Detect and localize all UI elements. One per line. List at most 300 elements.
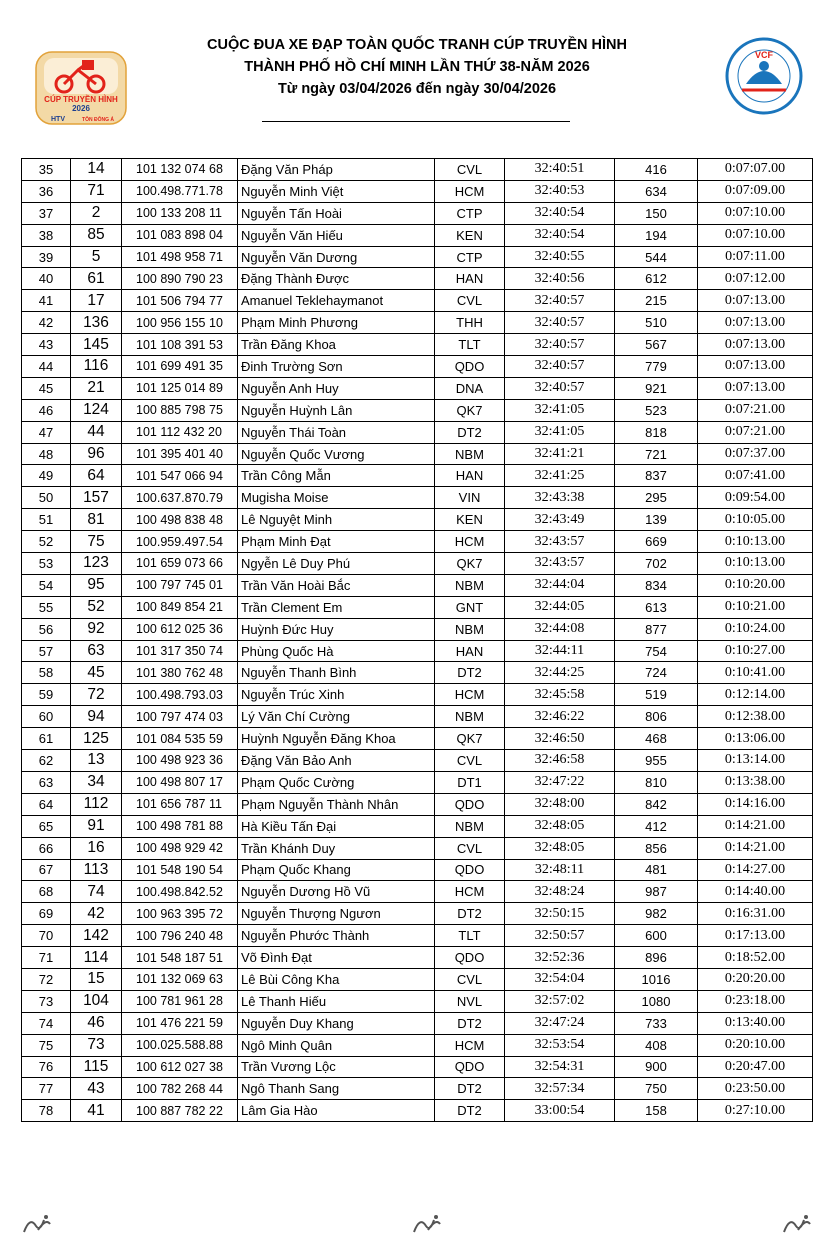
team-code-cell: HAN — [435, 465, 505, 487]
number-cell: 544 — [615, 246, 698, 268]
rank-cell: 51 — [22, 509, 71, 531]
uci-id-cell: 101 659 073 66 — [122, 553, 238, 575]
title-line-3: Từ ngày 03/04/2026 đến ngày 30/04/2026 — [277, 81, 557, 97]
team-code-cell: HCM — [435, 180, 505, 202]
gap-cell: 0:18:52.00 — [698, 947, 813, 969]
uci-id-cell: 100 796 240 48 — [122, 925, 238, 947]
time-cell: 32:41:05 — [505, 421, 615, 443]
rider-name-cell: Nguyễn Tấn Hoài — [238, 202, 435, 224]
gap-cell: 0:14:21.00 — [698, 837, 813, 859]
time-cell: 32:43:57 — [505, 531, 615, 553]
uci-id-cell: 100 498 838 48 — [122, 509, 238, 531]
number-cell: 837 — [615, 465, 698, 487]
table-row — [22, 1012, 813, 1034]
table-row — [22, 356, 813, 378]
table-row — [22, 815, 813, 837]
number-cell: 921 — [615, 377, 698, 399]
number-cell: 818 — [615, 421, 698, 443]
number-cell: 519 — [615, 684, 698, 706]
time-cell: 32:54:31 — [505, 1056, 615, 1078]
table-row — [22, 509, 813, 531]
time-cell: 32:48:11 — [505, 859, 615, 881]
rider-name-cell: Phạm Minh Đạt — [238, 531, 435, 553]
team-code-cell: NBM — [435, 443, 505, 465]
uci-id-cell: 101 498 958 71 — [122, 246, 238, 268]
bib-cell: 21 — [71, 377, 122, 399]
rank-cell: 41 — [22, 290, 71, 312]
gap-cell: 0:07:13.00 — [698, 356, 813, 378]
team-code-cell: HCM — [435, 684, 505, 706]
rider-name-cell: Nguyễn Phước Thành — [238, 925, 435, 947]
number-cell: 416 — [615, 159, 698, 181]
number-cell: 955 — [615, 750, 698, 772]
uci-id-cell: 101 108 391 53 — [122, 334, 238, 356]
bib-cell: 114 — [71, 947, 122, 969]
rider-name-cell: Nguyễn Văn Dương — [238, 246, 435, 268]
time-cell: 32:53:54 — [505, 1034, 615, 1056]
table-row — [22, 574, 813, 596]
uci-id-cell: 101 548 187 51 — [122, 947, 238, 969]
number-cell: 877 — [615, 618, 698, 640]
table-row — [22, 771, 813, 793]
table-row — [22, 728, 813, 750]
uci-id-cell: 100 890 790 23 — [122, 268, 238, 290]
rank-cell: 52 — [22, 531, 71, 553]
bib-cell: 123 — [71, 553, 122, 575]
uci-id-cell: 100 133 208 11 — [122, 202, 238, 224]
rank-cell: 68 — [22, 881, 71, 903]
time-cell: 32:40:57 — [505, 356, 615, 378]
number-cell: 295 — [615, 487, 698, 509]
number-cell: 842 — [615, 793, 698, 815]
number-cell: 567 — [615, 334, 698, 356]
rider-name-cell: Lý Văn Chí Cường — [238, 706, 435, 728]
uci-id-cell: 101 132 069 63 — [122, 968, 238, 990]
rank-cell: 46 — [22, 399, 71, 421]
table-row — [22, 180, 813, 202]
gap-cell: 0:12:38.00 — [698, 706, 813, 728]
team-code-cell: HAN — [435, 640, 505, 662]
number-cell: 1080 — [615, 990, 698, 1012]
rider-name-cell: Đinh Trường Sơn — [238, 356, 435, 378]
gap-cell: 0:10:24.00 — [698, 618, 813, 640]
number-cell: 481 — [615, 859, 698, 881]
uci-id-cell: 100 781 961 28 — [122, 990, 238, 1012]
time-cell: 32:40:51 — [505, 159, 615, 181]
bib-cell: 15 — [71, 968, 122, 990]
table-row — [22, 903, 813, 925]
table-row — [22, 246, 813, 268]
time-cell: 32:40:56 — [505, 268, 615, 290]
gap-cell: 0:14:21.00 — [698, 815, 813, 837]
title-line-1: CUỘC ĐUA XE ĐẠP TOÀN QUỐC TRANH CÚP TRUYỀN HÌNH — [207, 37, 627, 53]
rank-cell: 59 — [22, 684, 71, 706]
race-title — [150, 34, 684, 100]
rider-name-cell: Hà Kiều Tấn Đại — [238, 815, 435, 837]
rider-name-cell: Phạm Minh Phương — [238, 312, 435, 334]
time-cell: 32:46:58 — [505, 750, 615, 772]
rank-cell: 56 — [22, 618, 71, 640]
gap-cell: 0:23:50.00 — [698, 1078, 813, 1100]
time-cell: 32:45:58 — [505, 684, 615, 706]
gap-cell: 0:14:16.00 — [698, 793, 813, 815]
bib-cell: 42 — [71, 903, 122, 925]
uci-id-cell: 101 547 066 94 — [122, 465, 238, 487]
rider-name-cell: Trần Đăng Khoa — [238, 334, 435, 356]
table-row — [22, 1056, 813, 1078]
bib-cell: 72 — [71, 684, 122, 706]
table-row — [22, 925, 813, 947]
uci-id-cell: 100 498 929 42 — [122, 837, 238, 859]
rank-cell: 42 — [22, 312, 71, 334]
number-cell: 987 — [615, 881, 698, 903]
gap-cell: 0:09:54.00 — [698, 487, 813, 509]
rider-name-cell: Trần Vương Lộc — [238, 1056, 435, 1078]
number-cell: 982 — [615, 903, 698, 925]
uci-id-cell: 100 963 395 72 — [122, 903, 238, 925]
rider-name-cell: Huỳnh Nguyễn Đăng Khoa — [238, 728, 435, 750]
rider-name-cell: Võ Đình Đạt — [238, 947, 435, 969]
team-code-cell: CTP — [435, 246, 505, 268]
table-row — [22, 224, 813, 246]
number-cell: 510 — [615, 312, 698, 334]
table-row — [22, 487, 813, 509]
bib-cell: 14 — [71, 159, 122, 181]
svg-text:CÚP TRUYỀN HÌNH: CÚP TRUYỀN HÌNH — [44, 95, 118, 104]
bib-cell: 74 — [71, 881, 122, 903]
bib-cell: 91 — [71, 815, 122, 837]
team-code-cell: CVL — [435, 159, 505, 181]
number-cell: 523 — [615, 399, 698, 421]
rank-cell: 71 — [22, 947, 71, 969]
rank-cell: 77 — [22, 1078, 71, 1100]
time-cell: 32:41:05 — [505, 399, 615, 421]
rider-name-cell: Đặng Văn Pháp — [238, 159, 435, 181]
rank-cell: 44 — [22, 356, 71, 378]
rank-cell: 64 — [22, 793, 71, 815]
cyclist-mark-icon — [780, 1212, 814, 1236]
uci-id-cell: 100 498 807 17 — [122, 771, 238, 793]
time-cell: 32:40:57 — [505, 334, 615, 356]
rank-cell: 38 — [22, 224, 71, 246]
gap-cell: 0:10:13.00 — [698, 531, 813, 553]
time-cell: 32:40:54 — [505, 202, 615, 224]
rider-name-cell: Nguyễn Thượng Ngươn — [238, 903, 435, 925]
rider-name-cell: Nguyễn Anh Huy — [238, 377, 435, 399]
table-row — [22, 793, 813, 815]
uci-id-cell: 101 548 190 54 — [122, 859, 238, 881]
uci-id-cell: 100.498.771.78 — [122, 180, 238, 202]
uci-id-cell: 100 887 782 22 — [122, 1100, 238, 1122]
team-code-cell: DT2 — [435, 662, 505, 684]
bib-cell: 116 — [71, 356, 122, 378]
number-cell: 834 — [615, 574, 698, 596]
rank-cell: 67 — [22, 859, 71, 881]
uci-id-cell: 100.959.497.54 — [122, 531, 238, 553]
gap-cell: 0:14:27.00 — [698, 859, 813, 881]
rider-name-cell: Nguyễn Thái Toàn — [238, 421, 435, 443]
team-code-cell: DT2 — [435, 421, 505, 443]
number-cell: 612 — [615, 268, 698, 290]
gap-cell: 0:07:21.00 — [698, 399, 813, 421]
uci-id-cell: 100 782 268 44 — [122, 1078, 238, 1100]
rider-name-cell: Lê Bùi Công Kha — [238, 968, 435, 990]
rank-cell: 72 — [22, 968, 71, 990]
number-cell: 669 — [615, 531, 698, 553]
rider-name-cell: Ngyễn Lê Duy Phú — [238, 553, 435, 575]
bib-cell: 92 — [71, 618, 122, 640]
table-row — [22, 640, 813, 662]
rider-name-cell: Trần Clement Em — [238, 596, 435, 618]
team-code-cell: CVL — [435, 290, 505, 312]
time-cell: 32:48:24 — [505, 881, 615, 903]
team-code-cell: DNA — [435, 377, 505, 399]
bib-cell: 124 — [71, 399, 122, 421]
rank-cell: 63 — [22, 771, 71, 793]
rank-cell: 57 — [22, 640, 71, 662]
table-row — [22, 202, 813, 224]
gap-cell: 0:07:11.00 — [698, 246, 813, 268]
bib-cell: 95 — [71, 574, 122, 596]
number-cell: 733 — [615, 1012, 698, 1034]
results-table — [21, 158, 813, 1122]
table-row — [22, 1034, 813, 1056]
rank-cell: 48 — [22, 443, 71, 465]
uci-id-cell: 101 506 794 77 — [122, 290, 238, 312]
svg-text:HTV: HTV — [51, 116, 65, 123]
rider-name-cell: Phạm Quốc Cường — [238, 771, 435, 793]
table-row — [22, 859, 813, 881]
number-cell: 702 — [615, 553, 698, 575]
title-line-2: THÀNH PHỐ HỒ CHÍ MINH LẦN THỨ 38-NĂM 2026 — [244, 59, 590, 75]
table-row — [22, 968, 813, 990]
team-code-cell: QDO — [435, 859, 505, 881]
number-cell: 750 — [615, 1078, 698, 1100]
number-cell: 810 — [615, 771, 698, 793]
team-code-cell: KEN — [435, 224, 505, 246]
rider-name-cell: Nguyễn Dương Hồ Vũ — [238, 881, 435, 903]
table-row — [22, 618, 813, 640]
bib-cell: 46 — [71, 1012, 122, 1034]
gap-cell: 0:27:10.00 — [698, 1100, 813, 1122]
team-code-cell: NVL — [435, 990, 505, 1012]
uci-id-cell: 100 797 745 01 — [122, 574, 238, 596]
page-header — [0, 0, 834, 140]
team-code-cell: QDO — [435, 356, 505, 378]
table-row — [22, 553, 813, 575]
rank-cell: 35 — [22, 159, 71, 181]
gap-cell: 0:07:12.00 — [698, 268, 813, 290]
time-cell: 32:57:02 — [505, 990, 615, 1012]
rider-name-cell: Nguyễn Trúc Xinh — [238, 684, 435, 706]
number-cell: 806 — [615, 706, 698, 728]
uci-id-cell: 101 125 014 89 — [122, 377, 238, 399]
rider-name-cell: Nguyễn Văn Hiếu — [238, 224, 435, 246]
gap-cell: 0:10:20.00 — [698, 574, 813, 596]
table-row — [22, 290, 813, 312]
number-cell: 613 — [615, 596, 698, 618]
bib-cell: 64 — [71, 465, 122, 487]
table-row — [22, 159, 813, 181]
bib-cell: 13 — [71, 750, 122, 772]
bib-cell: 115 — [71, 1056, 122, 1078]
gap-cell: 0:07:09.00 — [698, 180, 813, 202]
gap-cell: 0:20:20.00 — [698, 968, 813, 990]
uci-id-cell: 100.498.793.03 — [122, 684, 238, 706]
number-cell: 215 — [615, 290, 698, 312]
bib-cell: 136 — [71, 312, 122, 334]
time-cell: 32:43:38 — [505, 487, 615, 509]
uci-id-cell: 101 380 762 48 — [122, 662, 238, 684]
rider-name-cell: Amanuel Teklehaymanot — [238, 290, 435, 312]
bib-cell: 52 — [71, 596, 122, 618]
time-cell: 32:47:24 — [505, 1012, 615, 1034]
team-code-cell: QDO — [435, 793, 505, 815]
rider-name-cell: Lê Thanh Hiếu — [238, 990, 435, 1012]
rank-cell: 73 — [22, 990, 71, 1012]
time-cell: 32:46:22 — [505, 706, 615, 728]
time-cell: 32:40:55 — [505, 246, 615, 268]
gap-cell: 0:07:13.00 — [698, 312, 813, 334]
gap-cell: 0:07:10.00 — [698, 202, 813, 224]
time-cell: 32:44:05 — [505, 596, 615, 618]
uci-id-cell: 100 612 027 38 — [122, 1056, 238, 1078]
rider-name-cell: Đặng Thành Được — [238, 268, 435, 290]
number-cell: 1016 — [615, 968, 698, 990]
svg-text:VCF: VCF — [755, 50, 773, 60]
uci-id-cell: 100.025.588.88 — [122, 1034, 238, 1056]
bib-cell: 75 — [71, 531, 122, 553]
team-code-cell: DT2 — [435, 1012, 505, 1034]
table-row — [22, 662, 813, 684]
number-cell: 900 — [615, 1056, 698, 1078]
gap-cell: 0:14:40.00 — [698, 881, 813, 903]
time-cell: 32:40:57 — [505, 290, 615, 312]
uci-id-cell: 100 498 781 88 — [122, 815, 238, 837]
time-cell: 32:44:25 — [505, 662, 615, 684]
gap-cell: 0:10:05.00 — [698, 509, 813, 531]
gap-cell: 0:17:13.00 — [698, 925, 813, 947]
uci-id-cell: 100 797 474 03 — [122, 706, 238, 728]
team-code-cell: VIN — [435, 487, 505, 509]
uci-id-cell: 101 476 221 59 — [122, 1012, 238, 1034]
bib-cell: 81 — [71, 509, 122, 531]
rank-cell: 50 — [22, 487, 71, 509]
time-cell: 32:48:05 — [505, 815, 615, 837]
number-cell: 721 — [615, 443, 698, 465]
gap-cell: 0:13:38.00 — [698, 771, 813, 793]
number-cell: 856 — [615, 837, 698, 859]
gap-cell: 0:07:13.00 — [698, 377, 813, 399]
team-code-cell: QDO — [435, 1056, 505, 1078]
number-cell: 600 — [615, 925, 698, 947]
bib-cell: 73 — [71, 1034, 122, 1056]
time-cell: 32:52:36 — [505, 947, 615, 969]
bib-cell: 17 — [71, 290, 122, 312]
rider-name-cell: Phùng Quốc Hà — [238, 640, 435, 662]
bib-cell: 112 — [71, 793, 122, 815]
title-underline — [262, 121, 570, 122]
bib-cell: 96 — [71, 443, 122, 465]
uci-id-cell: 100 956 155 10 — [122, 312, 238, 334]
rank-cell: 39 — [22, 246, 71, 268]
table-row — [22, 443, 813, 465]
team-code-cell: QK7 — [435, 553, 505, 575]
rank-cell: 76 — [22, 1056, 71, 1078]
table-row — [22, 706, 813, 728]
rank-cell: 75 — [22, 1034, 71, 1056]
table-row — [22, 990, 813, 1012]
table-row — [22, 334, 813, 356]
vcf-logo — [724, 36, 804, 116]
svg-text:2026: 2026 — [72, 104, 90, 113]
team-code-cell: DT2 — [435, 903, 505, 925]
table-row — [22, 881, 813, 903]
rank-cell: 61 — [22, 728, 71, 750]
rank-cell: 74 — [22, 1012, 71, 1034]
bib-cell: 44 — [71, 421, 122, 443]
rank-cell: 55 — [22, 596, 71, 618]
table-row — [22, 1078, 813, 1100]
rider-name-cell: Lê Nguyệt Minh — [238, 509, 435, 531]
time-cell: 32:48:05 — [505, 837, 615, 859]
gap-cell: 0:10:21.00 — [698, 596, 813, 618]
team-code-cell: THH — [435, 312, 505, 334]
time-cell: 32:46:50 — [505, 728, 615, 750]
gap-cell: 0:07:37.00 — [698, 443, 813, 465]
time-cell: 32:50:57 — [505, 925, 615, 947]
rider-name-cell: Huỳnh Đức Huy — [238, 618, 435, 640]
rider-name-cell: Trần Văn Hoài Bắc — [238, 574, 435, 596]
gap-cell: 0:07:07.00 — [698, 159, 813, 181]
results-body — [22, 159, 813, 1122]
rider-name-cell: Nguyễn Thanh Bình — [238, 662, 435, 684]
number-cell: 468 — [615, 728, 698, 750]
uci-id-cell: 100 612 025 36 — [122, 618, 238, 640]
time-cell: 32:40:57 — [505, 377, 615, 399]
time-cell: 32:43:57 — [505, 553, 615, 575]
rider-name-cell: Trần Công Mẫn — [238, 465, 435, 487]
team-code-cell: DT2 — [435, 1100, 505, 1122]
rider-name-cell: Lâm Gia Hào — [238, 1100, 435, 1122]
bib-cell: 104 — [71, 990, 122, 1012]
uci-id-cell: 101 132 074 68 — [122, 159, 238, 181]
uci-id-cell: 100 849 854 21 — [122, 596, 238, 618]
uci-id-cell: 100 885 798 75 — [122, 399, 238, 421]
uci-id-cell: 101 112 432 20 — [122, 421, 238, 443]
time-cell: 32:44:08 — [505, 618, 615, 640]
team-code-cell: QK7 — [435, 728, 505, 750]
rank-cell: 45 — [22, 377, 71, 399]
bib-cell: 63 — [71, 640, 122, 662]
time-cell: 32:48:00 — [505, 793, 615, 815]
gap-cell: 0:13:06.00 — [698, 728, 813, 750]
rank-cell: 43 — [22, 334, 71, 356]
team-code-cell: DT2 — [435, 1078, 505, 1100]
number-cell: 408 — [615, 1034, 698, 1056]
table-row — [22, 531, 813, 553]
cyclist-mark-icon — [20, 1212, 54, 1236]
table-row — [22, 312, 813, 334]
time-cell: 32:57:34 — [505, 1078, 615, 1100]
time-cell: 32:40:57 — [505, 312, 615, 334]
bib-cell: 157 — [71, 487, 122, 509]
time-cell: 32:47:22 — [505, 771, 615, 793]
number-cell: 779 — [615, 356, 698, 378]
team-code-cell: CVL — [435, 968, 505, 990]
number-cell: 724 — [615, 662, 698, 684]
team-code-cell: CTP — [435, 202, 505, 224]
